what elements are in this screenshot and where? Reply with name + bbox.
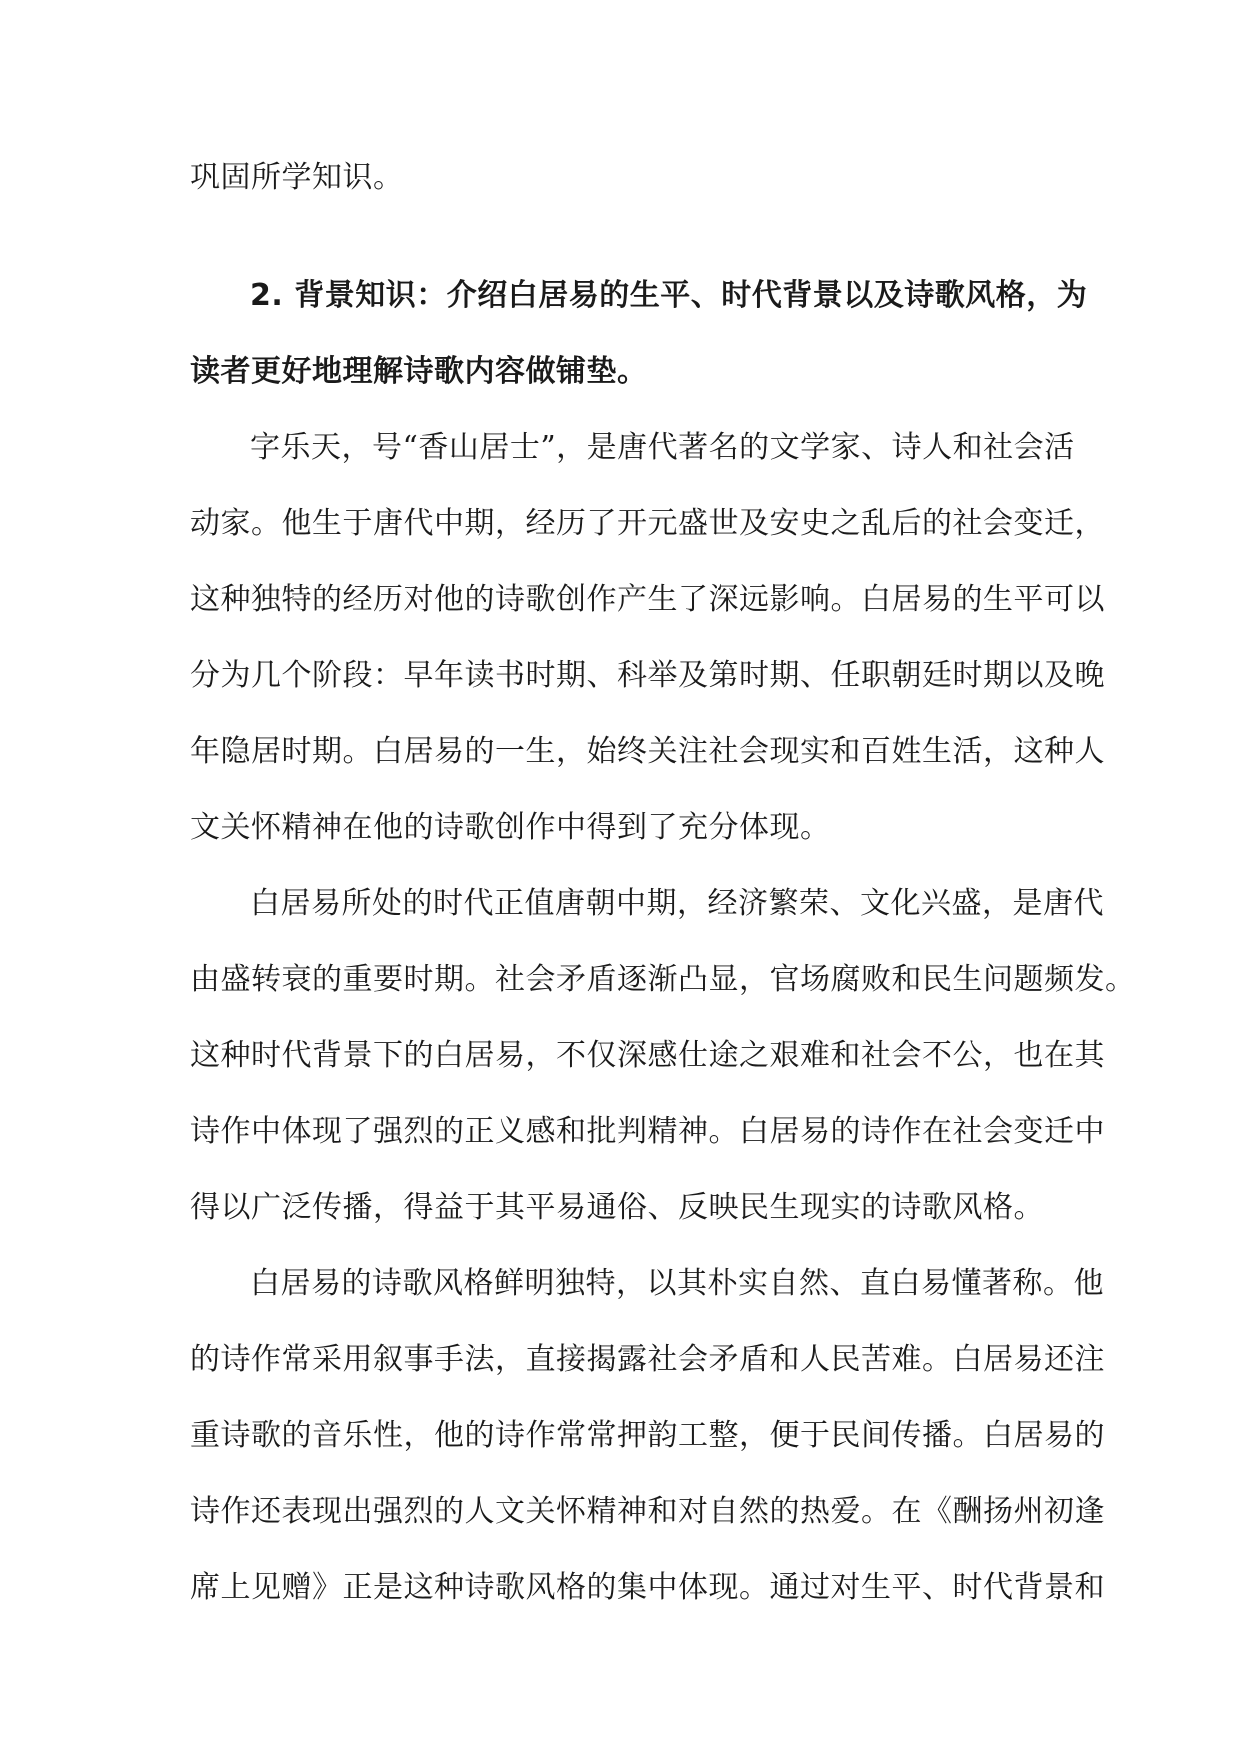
text-line: 年隐居时期。白居易的一生，始终关注社会现实和百姓生活，这种人 [190,734,1105,769]
text-line: 巩固所学知识。 [190,160,404,195]
paragraph-biography [190,410,1105,866]
text-line: 诗作还表现出强烈的人文关怀精神和对自然的热爱。在《酬扬州初逢 [190,1494,1105,1529]
text-line: 文关怀精神在他的诗歌创作中得到了充分体现。 [190,810,831,845]
text-line: 字乐天，号“香山居士”，是唐代著名的文学家、诗人和社会活 [250,430,1075,465]
text-line: 得以广泛传播，得益于其平易通俗、反映民生现实的诗歌风格。 [190,1190,1044,1225]
paragraph-era [190,866,1136,1246]
continuation-paragraph [190,140,1052,216]
section-heading [190,258,1088,410]
text-line: 白居易的诗歌风格鲜明独特，以其朴实自然、直白易懂著称。他 [250,1266,1104,1301]
text-line: 白居易所处的时代正值唐朝中期，经济繁荣、文化兴盛，是唐代 [250,886,1104,921]
text-line: 诗作中体现了强烈的正义感和批判精神。白居易的诗作在社会变迁中 [190,1114,1105,1149]
text-line: 分为几个阶段：早年读书时期、科举及第时期、任职朝廷时期以及晚 [190,658,1105,693]
text-line: 的诗作常采用叙事手法，直接揭露社会矛盾和人民苦难。白居易还注 [190,1342,1105,1377]
spacer [190,216,1052,258]
text-line: 由盛转衰的重要时期。社会矛盾逐渐凸显，官场腐败和民生问题频发。 [190,962,1136,997]
text-line: 这种独特的经历对他的诗歌创作产生了深远影响。白居易的生平可以 [190,582,1105,617]
text-line: 动家。他生于唐代中期，经历了开元盛世及安史之乱后的社会变迁， [190,506,1105,541]
text-line: 这种时代背景下的白居易，不仅深感仕途之艰难和社会不公，也在其 [190,1038,1105,1073]
heading-line: 读者更好地理解诗歌内容做铺垫。 [190,354,648,389]
heading-line: 2. 背景知识：介绍白居易的生平、时代背景以及诗歌风格，为 [250,278,1088,313]
document-body [190,140,1136,1626]
text-line: 席上见赠》正是这种诗歌风格的集中体现。通过对生平、时代背景和 [190,1570,1105,1605]
text-line: 重诗歌的音乐性，他的诗作常常押韵工整，便于民间传播。白居易的 [190,1418,1105,1453]
paragraph-style [190,1246,1105,1626]
